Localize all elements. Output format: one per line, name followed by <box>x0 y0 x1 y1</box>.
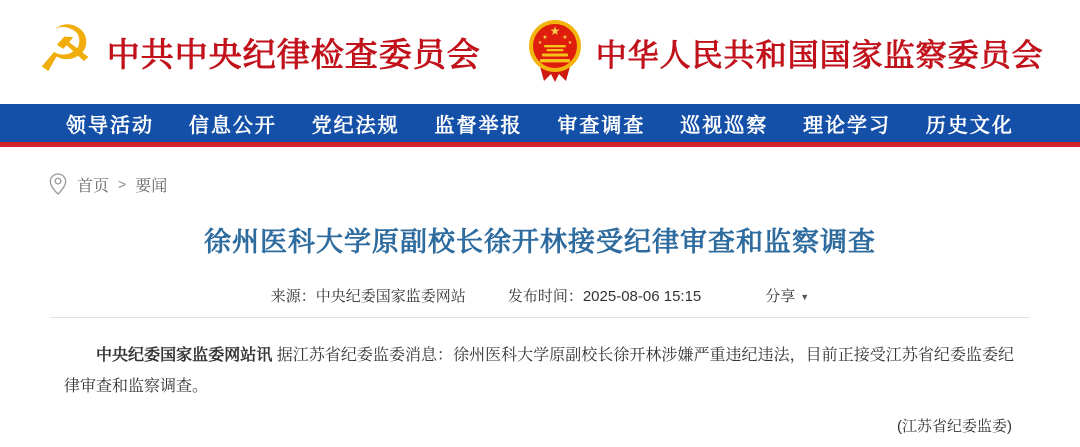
source-value: 中央纪委国家监委网站 <box>315 288 466 305</box>
share-button[interactable] <box>765 285 809 306</box>
svg-text:★: ★ <box>567 40 572 46</box>
nav-item-supervision-reporting[interactable]: 监督举报 <box>434 114 523 137</box>
publish-label: 发布时间： <box>507 288 583 305</box>
source-label: 来源： <box>270 288 316 305</box>
nav-item-review-investigation[interactable]: 审查调查 <box>557 114 646 137</box>
main-nav <box>0 104 1080 142</box>
article-signature: (江苏省纪委监委) <box>897 418 1012 435</box>
nav-item-inspection-patrol[interactable]: 巡视巡察 <box>680 114 769 137</box>
breadcrumb-separator: > <box>118 176 127 192</box>
ccdi-title: 中共中央纪律检查委员会 <box>106 37 481 74</box>
nav-accent-line <box>0 142 1080 147</box>
content <box>0 172 1080 436</box>
nav-item-leadership-activities[interactable]: 领导活动 <box>66 114 154 137</box>
paragraph-lead: 中央纪委国家监委网站讯 <box>96 347 273 364</box>
breadcrumb-home[interactable]: 首页 <box>77 177 110 195</box>
nsc-masthead-link[interactable] <box>527 19 1044 85</box>
location-pin-icon <box>48 172 68 196</box>
article-meta <box>0 285 1080 306</box>
svg-text:★: ★ <box>549 24 561 38</box>
nsc-title: 中华人民共和国国家监察委员会 <box>595 37 1044 73</box>
article-source <box>271 285 466 306</box>
article-title: 徐州医科大学原副校长徐开林接受纪律审查和监察调查 <box>204 227 876 257</box>
nav-item-history-culture[interactable]: 历史文化 <box>925 114 1014 137</box>
nav-item-theory-study[interactable]: 理论学习 <box>803 114 892 137</box>
svg-text:★: ★ <box>537 40 542 46</box>
article-publish-time <box>508 285 701 306</box>
paragraph-body: 据江苏省纪委监委消息：徐州医科大学原副校长徐开林涉嫌严重违纪违法，目前正接受江苏省纪委监委纪律审查和监察调查。 <box>64 347 1014 395</box>
nav-item-party-discipline-regulations[interactable]: 党纪法规 <box>311 114 400 137</box>
ccdi-masthead-link[interactable] <box>36 13 481 87</box>
cpc-emblem-icon: ☭ <box>36 13 94 87</box>
prc-national-emblem-icon <box>527 19 583 85</box>
chevron-down-icon: ▼ <box>800 291 810 302</box>
svg-text:★: ★ <box>541 35 548 41</box>
breadcrumb-current[interactable]: 要闻 <box>135 177 168 195</box>
share-label: 分享 <box>765 288 796 305</box>
breadcrumb <box>48 172 1080 196</box>
meta-divider <box>50 317 1030 318</box>
publish-value: 2025-08-06 15:15 <box>582 288 702 305</box>
svg-text:★: ★ <box>561 35 568 41</box>
site-header <box>0 0 1080 104</box>
nav-item-information-disclosure[interactable]: 信息公开 <box>188 114 277 137</box>
article-paragraph <box>64 340 1014 402</box>
